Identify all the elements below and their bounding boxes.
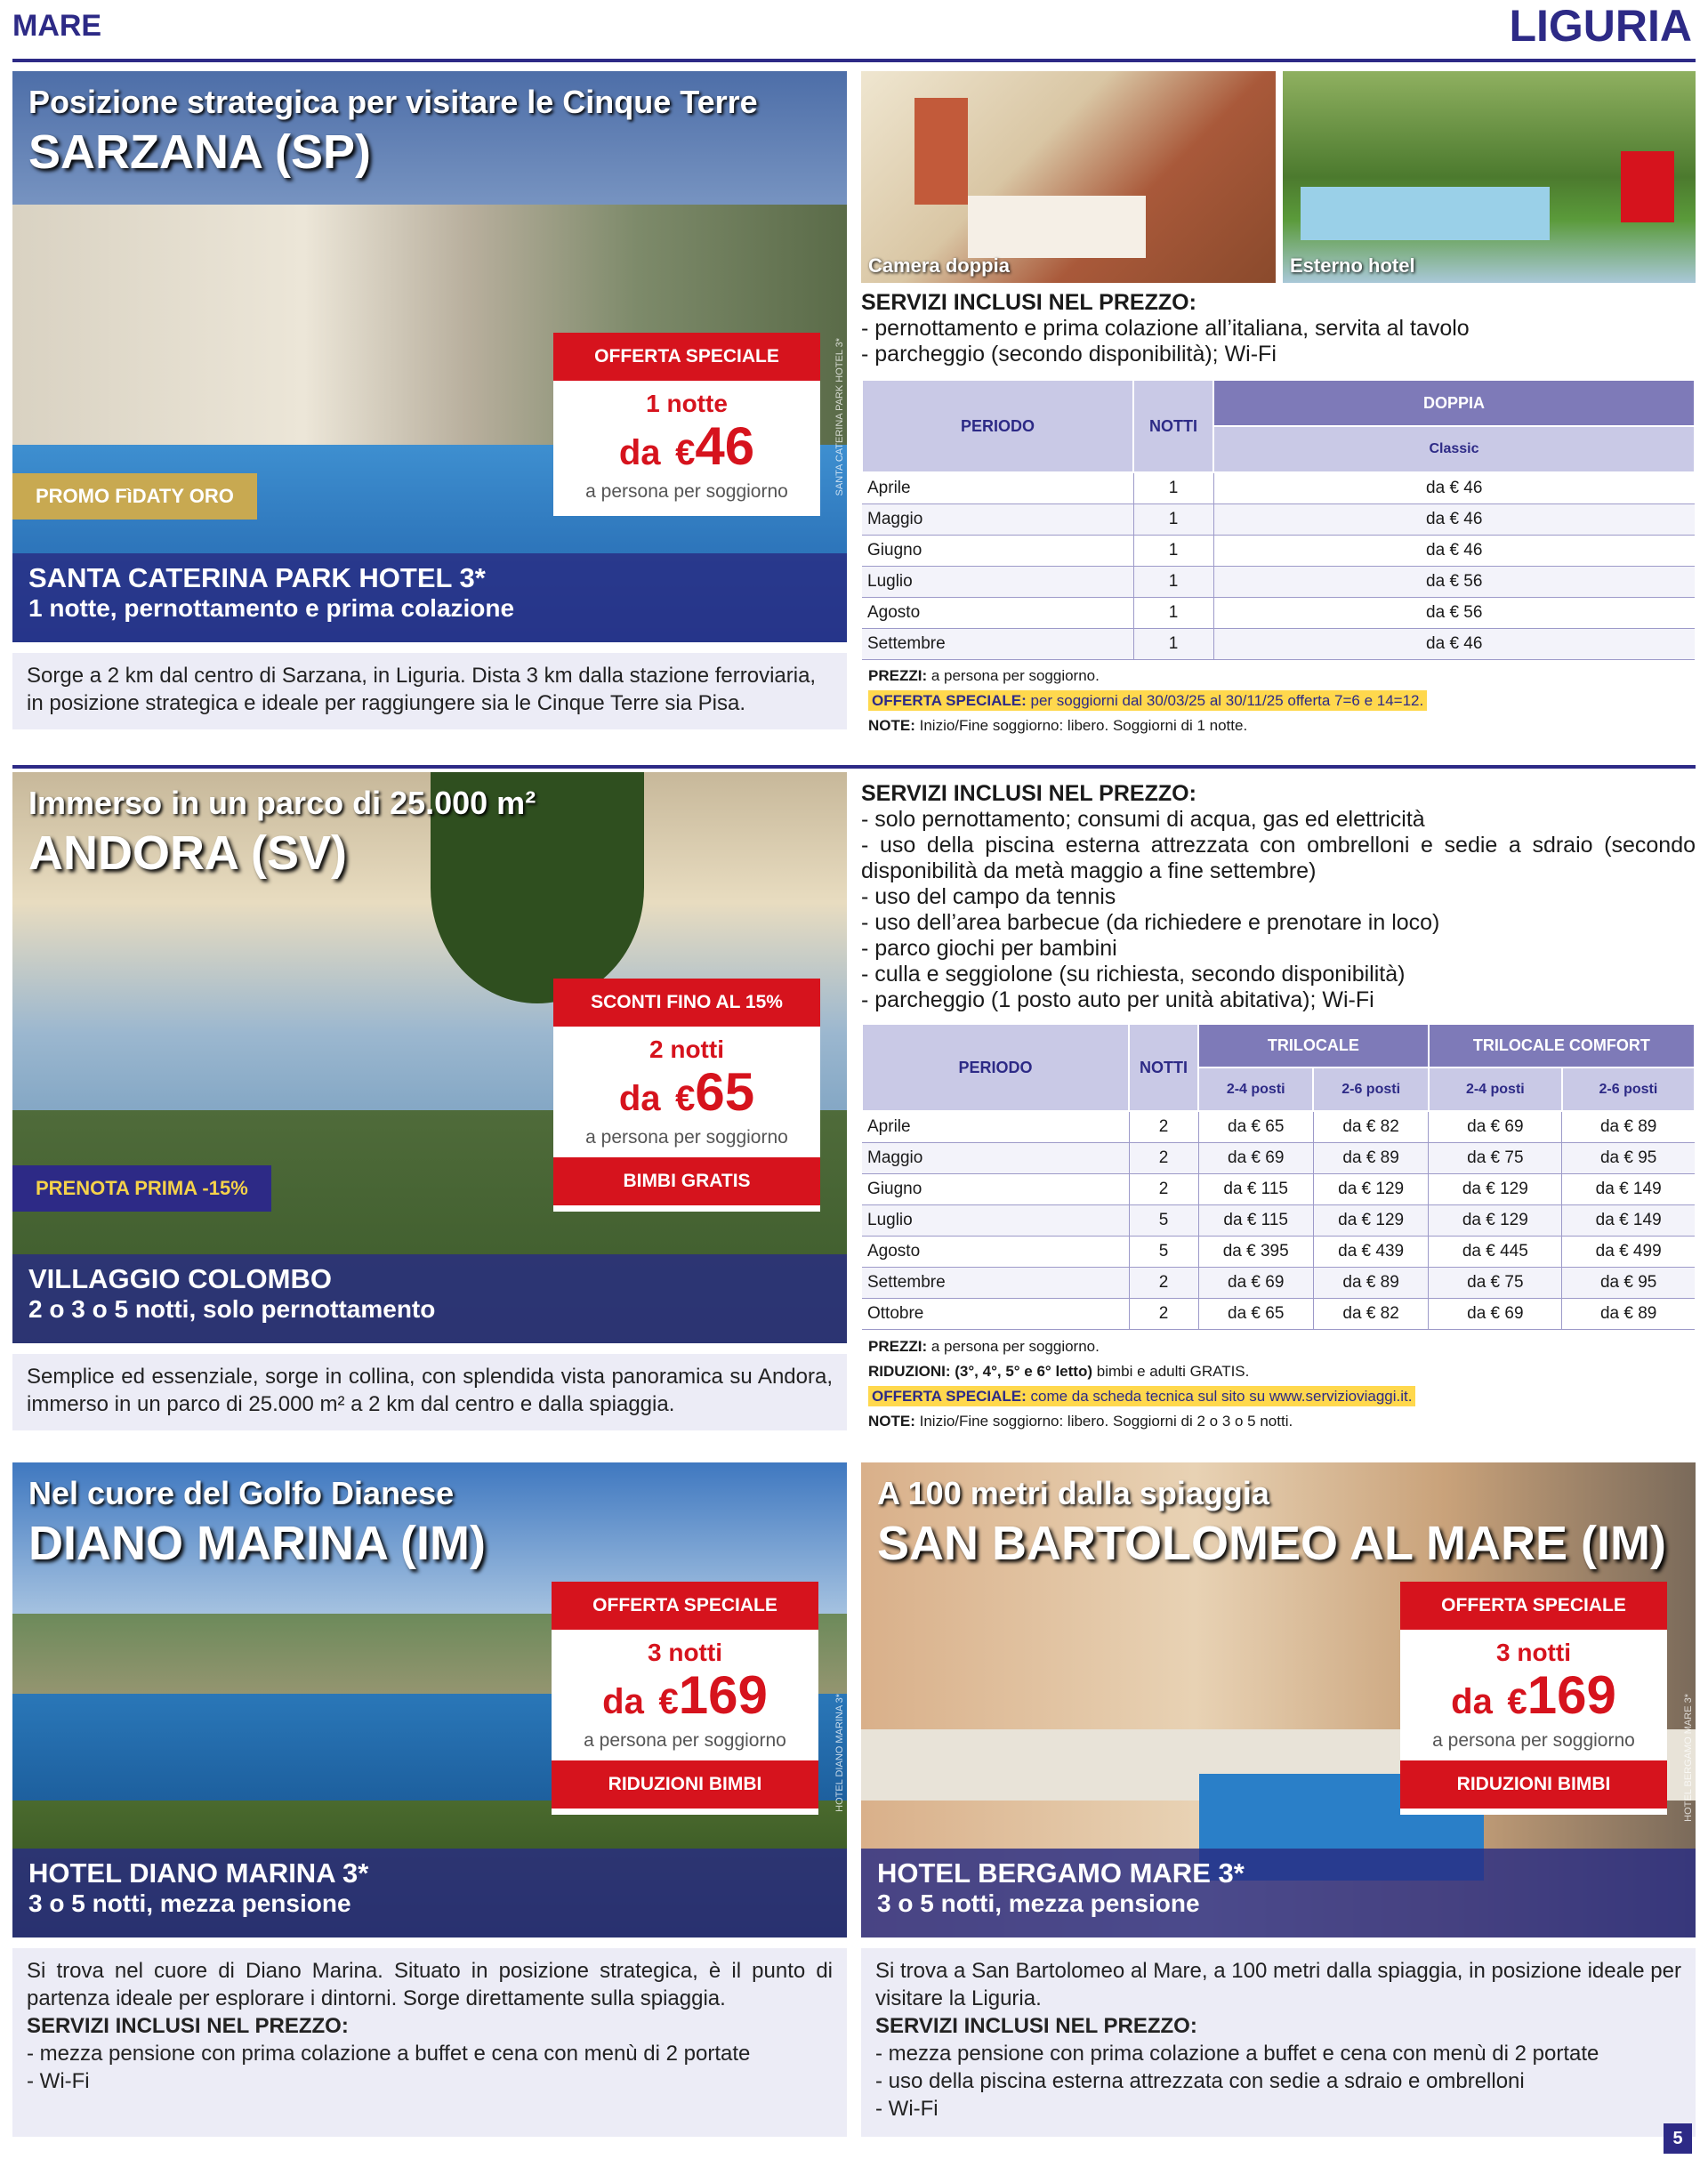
cell-nights: 2	[1129, 1298, 1198, 1329]
sarzana-services	[861, 290, 1696, 367]
service-item: - mezza pensione con prima colazione a buffet e cena con menù di 2 portate	[875, 2042, 1599, 2066]
andora-place: ANDORA (SV)	[28, 826, 347, 880]
col-room: DOPPIA	[1213, 380, 1695, 426]
cell-price: da € 499	[1562, 1236, 1695, 1267]
service-item: - uso dell’area barbecue (da richiedere e prenotare in loco)	[861, 910, 1440, 935]
cell-period: Maggio	[862, 1142, 1129, 1173]
cell-price: da € 46	[1213, 503, 1695, 535]
hotel-name: HOTEL DIANO MARINA 3*	[28, 1857, 369, 1889]
table-row	[862, 1142, 1695, 1173]
sarzana-description: Sorge a 2 km dal centro di Sarzana, in Liguria. Dista 3 km dalla stazione ferroviaria, in posizione strategica e ideale per raggiungere sia le Cinque Terre sia Pisa.	[12, 653, 847, 729]
cell-price: da € 89	[1562, 1298, 1695, 1329]
cell-price: da € 82	[1313, 1298, 1428, 1329]
garden-caption: Esterno hotel	[1290, 254, 1415, 277]
offer-foot: BIMBI GRATIS	[553, 1157, 820, 1205]
cell-price: da € 89	[1562, 1111, 1695, 1142]
service-item: - mezza pensione con prima colazione a buffet e cena con menù di 2 portate	[27, 2042, 751, 2066]
cell-price: da € 46	[1213, 472, 1695, 503]
stay-info: 3 o 5 notti, mezza pensione	[877, 1889, 1200, 1917]
cell-price: da € 395	[1198, 1236, 1313, 1267]
offer-per: a persona per soggiorno	[584, 1730, 786, 1751]
table-row	[862, 597, 1695, 628]
cell-period: Ottobre	[862, 1298, 1129, 1329]
table-row	[862, 1111, 1695, 1142]
offer-head: OFFERTA SPECIALE	[1400, 1582, 1667, 1630]
offer-head: OFFERTA SPECIALE	[552, 1582, 818, 1630]
cell-period: Luglio	[862, 1204, 1129, 1236]
offer-price: da €169	[602, 1665, 768, 1725]
andora-notes: PREZZI: a persona per soggiorno. RIDUZIONI: (3°, 4°, 5° e 6° letto) bimbi e adulti GRATIS. OFFERTA SPECIALE: come da scheda tecnica sul sito su www.servizioviaggi.it. NOTE: Inizio/Fine soggiorno: libero. Soggiorni di 2 o 3 o 5 notti.	[868, 1334, 1696, 1434]
cell-price: da € 115	[1198, 1173, 1313, 1204]
service-item: - parcheggio (secondo disponibilità); Wi-Fi	[861, 342, 1277, 367]
garden-photo	[1283, 71, 1696, 283]
table-row	[862, 472, 1695, 503]
cell-price: da € 69	[1198, 1267, 1313, 1298]
col-nights: NOTTI	[1129, 1024, 1198, 1111]
cell-nights: 2	[1129, 1267, 1198, 1298]
cell-price: da € 69	[1429, 1298, 1562, 1329]
hotel-name: VILLAGGIO COLOMBO	[28, 1263, 332, 1294]
cell-price: da € 89	[1313, 1267, 1428, 1298]
cell-price: da € 95	[1562, 1142, 1695, 1173]
cell-price: da € 69	[1429, 1111, 1562, 1142]
section-label: MARE	[12, 9, 102, 43]
col-sub: 2-6 posti	[1562, 1067, 1695, 1111]
cell-price: da € 445	[1429, 1236, 1562, 1267]
sarzana-hotel-bar	[12, 553, 847, 642]
cell-price: da € 82	[1313, 1111, 1428, 1142]
section-divider	[12, 765, 1696, 769]
cell-nights: 5	[1129, 1204, 1198, 1236]
offer-foot: RIDUZIONI BIMBI	[1400, 1760, 1667, 1809]
cell-price: da € 56	[1213, 566, 1695, 597]
table-row	[862, 503, 1695, 535]
price-badge	[1400, 1582, 1667, 1815]
cell-price: da € 149	[1562, 1204, 1695, 1236]
offer-nights: 1 notte	[646, 390, 728, 417]
bergamo-hotel-bar	[861, 1849, 1696, 1937]
service-item: - uso della piscina esterna attrezzata con ombrelloni e sedie a sdraio (secondo disponibilità da metà maggio a fine settembre)	[861, 833, 1696, 883]
cell-price: da € 75	[1429, 1267, 1562, 1298]
andora-kicker: Immerso in un parco di 25.000 m²	[28, 785, 536, 821]
cell-nights: 1	[1133, 597, 1213, 628]
cell-price: da € 149	[1562, 1173, 1695, 1204]
price-badge	[553, 333, 820, 516]
cell-nights: 1	[1133, 535, 1213, 566]
col-sub: 2-4 posti	[1429, 1067, 1562, 1111]
cell-nights: 2	[1129, 1173, 1198, 1204]
sarzana-place: SARZANA (SP)	[28, 125, 371, 179]
cell-period: Aprile	[862, 472, 1133, 503]
cell-price: da € 129	[1429, 1173, 1562, 1204]
offer-foot: RIDUZIONI BIMBI	[552, 1760, 818, 1809]
service-item: - parcheggio (1 posto auto per unità abitativa); Wi-Fi	[861, 987, 1374, 1012]
offer-price: da €169	[1451, 1665, 1616, 1725]
hotel-name: HOTEL BERGAMO MARE 3*	[877, 1857, 1245, 1889]
service-item: - uso della piscina esterna attrezzata con sedie a sdraio e ombrelloni	[875, 2069, 1525, 2093]
bergamo-description-box	[861, 1948, 1696, 2137]
table-row	[862, 628, 1695, 659]
cell-price: da € 46	[1213, 535, 1695, 566]
bed	[968, 196, 1146, 258]
pool	[1301, 187, 1550, 240]
table-row	[862, 566, 1695, 597]
special-offer-highlight: OFFERTA SPECIALE: come da scheda tecnica sul sito su www.servizioviaggi.it.	[868, 1386, 1415, 1406]
service-item: - solo pernottamento; consumi di acqua, gas ed elettricità	[861, 807, 1425, 832]
cell-nights: 2	[1129, 1111, 1198, 1142]
sarzana-price-table	[861, 379, 1696, 660]
price-badge	[552, 1582, 818, 1815]
service-item: - parco giochi per bambini	[861, 936, 1117, 961]
services-title: SERVIZI INCLUSI NEL PREZZO:	[27, 2014, 349, 2038]
services-title: SERVIZI INCLUSI NEL PREZZO:	[875, 2014, 1197, 2038]
diano-place: DIANO MARINA (IM)	[28, 1517, 486, 1570]
service-item: - Wi-Fi	[27, 2069, 90, 2093]
cell-period: Agosto	[862, 597, 1133, 628]
andora-description: Semplice ed essenziale, sorge in collina, con splendida vista panoramica su Andora, immerso in un parco di 25.000 m² a 2 km dal centro e dalla spiaggia.	[12, 1354, 847, 1430]
col-group-trilocale: TRILOCALE	[1198, 1024, 1429, 1067]
cell-price: da € 65	[1198, 1111, 1313, 1142]
stay-info: 3 o 5 notti, mezza pensione	[28, 1889, 351, 1917]
cell-price: da € 69	[1198, 1142, 1313, 1173]
cell-price: da € 129	[1313, 1173, 1428, 1204]
cell-period: Giugno	[862, 535, 1133, 566]
sarzana-notes: PREZZI: a persona per soggiorno. OFFERTA SPECIALE: per soggiorni dal 30/03/25 al 30/11/25 offerta 7=6 e 14=12. NOTE: Inizio/Fine soggiorno: libero. Soggiorni di 1 notte.	[868, 664, 1696, 738]
cell-price: da € 75	[1429, 1142, 1562, 1173]
col-period: PERIODO	[862, 1024, 1129, 1111]
cell-period: Luglio	[862, 566, 1133, 597]
room-caption: Camera doppia	[868, 254, 1010, 277]
col-room-sub: Classic	[1213, 426, 1695, 472]
cell-price: da € 56	[1213, 597, 1695, 628]
table-row	[862, 1204, 1695, 1236]
cell-nights: 1	[1133, 628, 1213, 659]
col-sub: 2-4 posti	[1198, 1067, 1313, 1111]
hotel-name: SANTA CATERINA PARK HOTEL 3*	[28, 562, 486, 593]
diano-hotel-bar	[12, 1849, 847, 1937]
red-sculpture	[1621, 151, 1674, 222]
cell-price: da € 89	[1313, 1142, 1428, 1173]
promo-badge: PRENOTA PRIMA -15%	[12, 1165, 271, 1212]
cell-period: Aprile	[862, 1111, 1129, 1142]
cell-nights: 1	[1133, 566, 1213, 597]
stay-info: 1 notte, pernottamento e prima colazione	[28, 594, 515, 622]
services-title: SERVIZI INCLUSI NEL PREZZO:	[861, 781, 1196, 806]
andora-price-table	[861, 1023, 1696, 1330]
offer-price: da €65	[618, 1062, 755, 1122]
offer-head: SCONTI FINO AL 15%	[553, 979, 820, 1027]
col-period: PERIODO	[862, 380, 1133, 472]
offer-nights: 3 notti	[648, 1639, 722, 1666]
offer-per: a persona per soggiorno	[585, 481, 788, 502]
service-item: - pernottamento e prima colazione all’italiana, servita al tavolo	[861, 316, 1470, 341]
andora-services	[861, 781, 1696, 1013]
cell-price: da € 65	[1198, 1298, 1313, 1329]
cell-price: da € 115	[1198, 1204, 1313, 1236]
price-badge	[553, 979, 820, 1212]
region-title: LIGURIA	[1509, 1, 1692, 51]
diano-photo-credit: HOTEL DIANO MARINA 3*	[834, 1694, 845, 1812]
service-item: - culla e seggiolone (su richiesta, secondo disponibilità)	[861, 962, 1406, 987]
cell-nights: 1	[1133, 472, 1213, 503]
cell-nights: 1	[1133, 503, 1213, 535]
cell-price: da € 439	[1313, 1236, 1428, 1267]
bergamo-kicker: A 100 metri dalla spiaggia	[877, 1475, 1269, 1511]
cell-nights: 2	[1129, 1142, 1198, 1173]
offer-nights: 3 notti	[1496, 1639, 1571, 1666]
page-number: 5	[1664, 2123, 1692, 2154]
table-row	[862, 1298, 1695, 1329]
service-item: - Wi-Fi	[875, 2097, 939, 2121]
cell-period: Giugno	[862, 1173, 1129, 1204]
offer-head: OFFERTA SPECIALE	[553, 333, 820, 381]
services-title: SERVIZI INCLUSI NEL PREZZO:	[861, 290, 1196, 315]
cell-price: da € 129	[1429, 1204, 1562, 1236]
offer-per: a persona per soggiorno	[1432, 1730, 1635, 1751]
col-sub: 2-6 posti	[1313, 1067, 1428, 1111]
room-photo	[861, 71, 1276, 283]
cell-price: da € 46	[1213, 628, 1695, 659]
cell-period: Settembre	[862, 628, 1133, 659]
special-offer-highlight: OFFERTA SPECIALE: per soggiorni dal 30/03/25 al 30/11/25 offerta 7=6 e 14=12.	[868, 690, 1427, 711]
table-row	[862, 1267, 1695, 1298]
cell-nights: 5	[1129, 1236, 1198, 1267]
table-row	[862, 535, 1695, 566]
sarzana-kicker: Posizione strategica per visitare le Cinque Terre	[28, 84, 758, 120]
offer-per: a persona per soggiorno	[585, 1127, 788, 1148]
table-row	[862, 1173, 1695, 1204]
table-row	[862, 1236, 1695, 1267]
cell-period: Agosto	[862, 1236, 1129, 1267]
col-group-comfort: TRILOCALE COMFORT	[1429, 1024, 1695, 1067]
bergamo-description: Si trova a San Bartolomeo al Mare, a 100 metri dalla spiaggia, in posizione ideale per visitare la Liguria.	[875, 1959, 1681, 2010]
andora-hotel-bar	[12, 1254, 847, 1343]
sarzana-photo-credit: SANTA CATERINA PARK HOTEL 3*	[834, 338, 845, 496]
diano-description: Si trova nel cuore di Diano Marina. Situato in posizione strategica, è il punto di partenza ideale per esplorare i dintorni. Sorge direttamente sulla spiaggia.	[27, 1959, 833, 2010]
col-nights: NOTTI	[1133, 380, 1213, 472]
cell-period: Maggio	[862, 503, 1133, 535]
stay-info: 2 o 3 o 5 notti, solo pernottamento	[28, 1295, 436, 1323]
service-item: - uso del campo da tennis	[861, 884, 1116, 909]
diano-description-box	[12, 1948, 847, 2137]
offer-nights: 2 notti	[649, 1035, 724, 1063]
diano-kicker: Nel cuore del Golfo Dianese	[28, 1475, 455, 1511]
cell-period: Settembre	[862, 1267, 1129, 1298]
cell-price: da € 129	[1313, 1204, 1428, 1236]
curtain	[914, 98, 968, 205]
bergamo-photo-credit: HOTEL BERGAMO MARE 3*	[1683, 1694, 1694, 1822]
cell-price: da € 95	[1562, 1267, 1695, 1298]
offer-price: da €46	[618, 416, 755, 476]
promo-badge: PROMO FìDATY ORO	[12, 473, 257, 520]
header-rule	[12, 59, 1696, 62]
bergamo-place: SAN BARTOLOMEO AL MARE (IM)	[877, 1517, 1666, 1570]
